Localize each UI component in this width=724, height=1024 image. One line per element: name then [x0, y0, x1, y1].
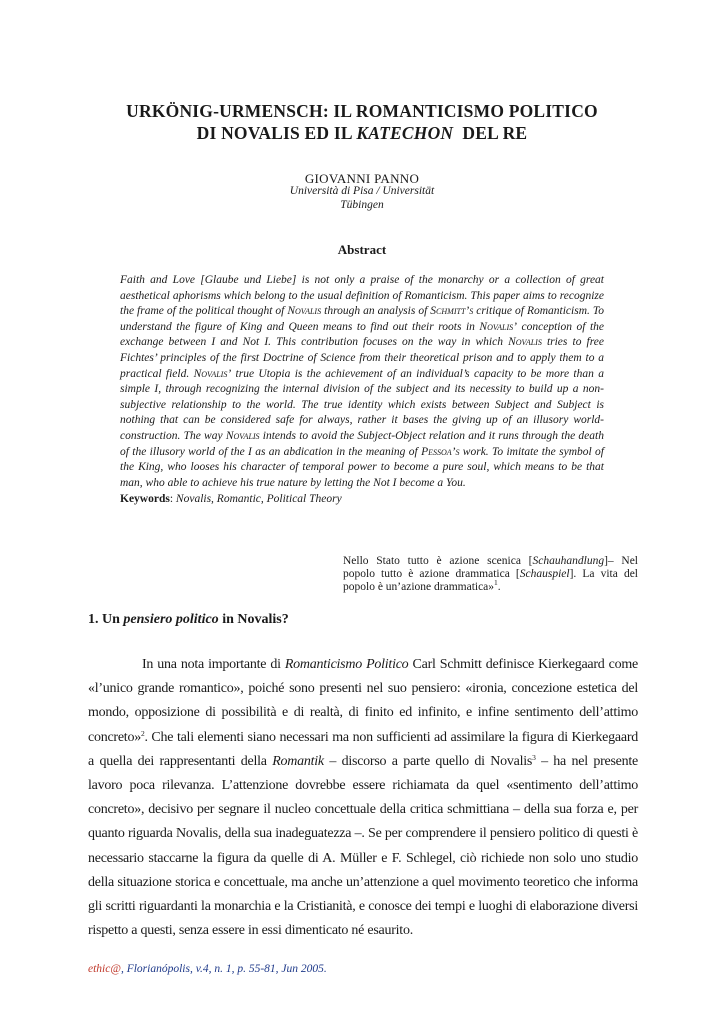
- body-paragraph: [88, 653, 638, 943]
- keywords-sep: :: [169, 493, 176, 505]
- section-heading: [88, 612, 289, 628]
- epigraph-segment: Nello Stato tutto è azione scenica [: [343, 555, 533, 567]
- body-segment: Carl Schmitt definisce Kierkegaard come «l’unico grande romantico», poiché sono presenti nel suo pensiero: «ironia, concezione estetica del mondo, opposizione di possibilità e di realtà, di finito ed infinito, e infine sentimento dell’attimo concreto»: [88, 657, 638, 745]
- abstract-segment: critique of Romanticism. To understand the figure of King and Queen means to find out their roots in: [120, 305, 604, 333]
- keywords: [120, 492, 604, 507]
- abstract-segment: tries to free Fichtes’ principles of the first Doctrine of Science from their theoretical prison and to apply them to a practical field.: [120, 336, 605, 380]
- footnote-ref-1[interactable]: 1: [494, 578, 498, 587]
- journal-citation: , Florianópolis, v.4, n. 1, p. 55-81, Jun 2005.: [120, 963, 327, 975]
- title-line-1: URKÖNIG-URMENSCH: IL ROMANTICISMO POLITICO: [126, 101, 598, 121]
- abstract-segment: through an analysis of: [321, 305, 431, 318]
- epigraph-segment: ]. La vita del popolo è un’azione drammatica»: [343, 568, 638, 593]
- title-line-2-post: DEL RE: [453, 123, 528, 143]
- body-italic: Romanticismo Politico: [284, 657, 409, 672]
- abstract-heading: Abstract: [337, 242, 387, 257]
- body-segment: . Che tali elementi siano necessari ma non sufficienti ad assimilare la figura di Kierkegaard a quella dei rappresentanti della: [88, 729, 638, 769]
- title-katechon: KATECHON: [356, 123, 454, 143]
- title-line-2: [90, 122, 634, 144]
- abstract-segment: conception of the exchange between I and Not I. This contribution focuses on the way in which: [120, 320, 604, 349]
- footnote-ref-2[interactable]: 2: [140, 728, 145, 738]
- abstract-segment: Faith and Love [Glaube und Liebe] is not only a praise of the monarchy or a collection of great aesthetical aphorisms which belong to the usual definition of Romanticism. This paper aims to recognize the frame of the political thought of: [120, 274, 604, 318]
- section-italic: pensiero politico: [123, 612, 219, 627]
- body-segment: – ha nel presente lavoro poca rilevanza. L’attenzione dovrebbe essere richiamata da quel «sentimento dell’attimo concreto», decisivo per segnare il nucleo concettuale della critica schmittiana – della sua forza e, per quanto riguarda Novalis, della sua inadeguatezza –. Se per comprendere il pensiero politico di questi è necessario staccarne la figura da quelle di A. Müller e F. Schlegel, ciò richiede non solo uno studio della situazione storica e concettuale, ma anche un’attenzione a quel movimento teoretico che informa gli scritti riguardanti la monarchia e la Cristianità, e conosce dei tempi e luoghi di elaborazione diversi rispetto a questi, senza essere in essi dimenticato né esaurito.: [88, 753, 638, 939]
- abstract-smallcaps: Novalis: [287, 305, 322, 318]
- body-italic: Romantik: [272, 753, 324, 769]
- abstract-smallcaps: Novalis: [508, 336, 542, 349]
- title-line-2-pre: DI NOVALIS ED IL: [196, 123, 357, 143]
- epigraph-italic: Schauspiel: [519, 568, 570, 580]
- epigraph-segment: ]– Nel popolo tutto è azione drammatica [: [343, 555, 639, 580]
- abstract-smallcaps: Novalis: [225, 429, 260, 442]
- paper-title: [90, 100, 634, 144]
- section-number: 1. Un: [88, 612, 124, 627]
- body-segment: In una nota importante di: [142, 657, 285, 672]
- affiliation-line-2: Tübingen: [340, 199, 384, 211]
- epigraph: [343, 555, 638, 594]
- author-name: GIOVANNI PANNO: [304, 171, 420, 186]
- affiliation-line-1: Università di Pisa / Universität: [289, 185, 435, 197]
- epigraph-segment: .: [497, 581, 501, 593]
- keywords-text: Novalis, Romantic, Political Theory: [175, 493, 342, 505]
- abstract-smallcaps: Pessoa’s: [421, 445, 460, 458]
- abstract-segment: true Utopia is the achievement of an individual’s capacity to be more than a simple I, through recognizing the internal division of the subject and its necessity to build up a non-subjective relationship to the world. The true identity which exists between Subject and Subject is nothing that can be considered safe for always, rather it bases the giving up of an illusory world-construction. The way: [120, 367, 604, 442]
- abstract-segment: work. To imitate the symbol of the King, who looses his character of temporal power to become a pure soul, which means to be that man, who able to achieve his true nature by letting the Not I become a You.: [120, 445, 605, 489]
- journal-brand: ethic@: [88, 963, 121, 975]
- keywords-label: Keywords: [120, 493, 170, 505]
- body-segment: – discorso a parte quello di Novalis: [323, 753, 533, 769]
- abstract-text: [120, 273, 604, 491]
- abstract-smallcaps: Schmitt’s: [430, 305, 474, 318]
- abstract-smallcaps: Novalis’: [479, 320, 517, 333]
- abstract-smallcaps: Novalis’: [193, 367, 232, 380]
- epigraph-italic: Schauhandlung: [532, 555, 605, 567]
- section-rest: in Novalis?: [218, 612, 289, 627]
- author-affiliation: [150, 184, 574, 212]
- journal-footer: [88, 963, 327, 975]
- abstract-segment: intends to avoid the Subject-Object relation and it runs through the death of the illusory world of the I as an abdication in the meaning of: [120, 429, 604, 458]
- footnote-ref-3[interactable]: 3: [532, 752, 536, 762]
